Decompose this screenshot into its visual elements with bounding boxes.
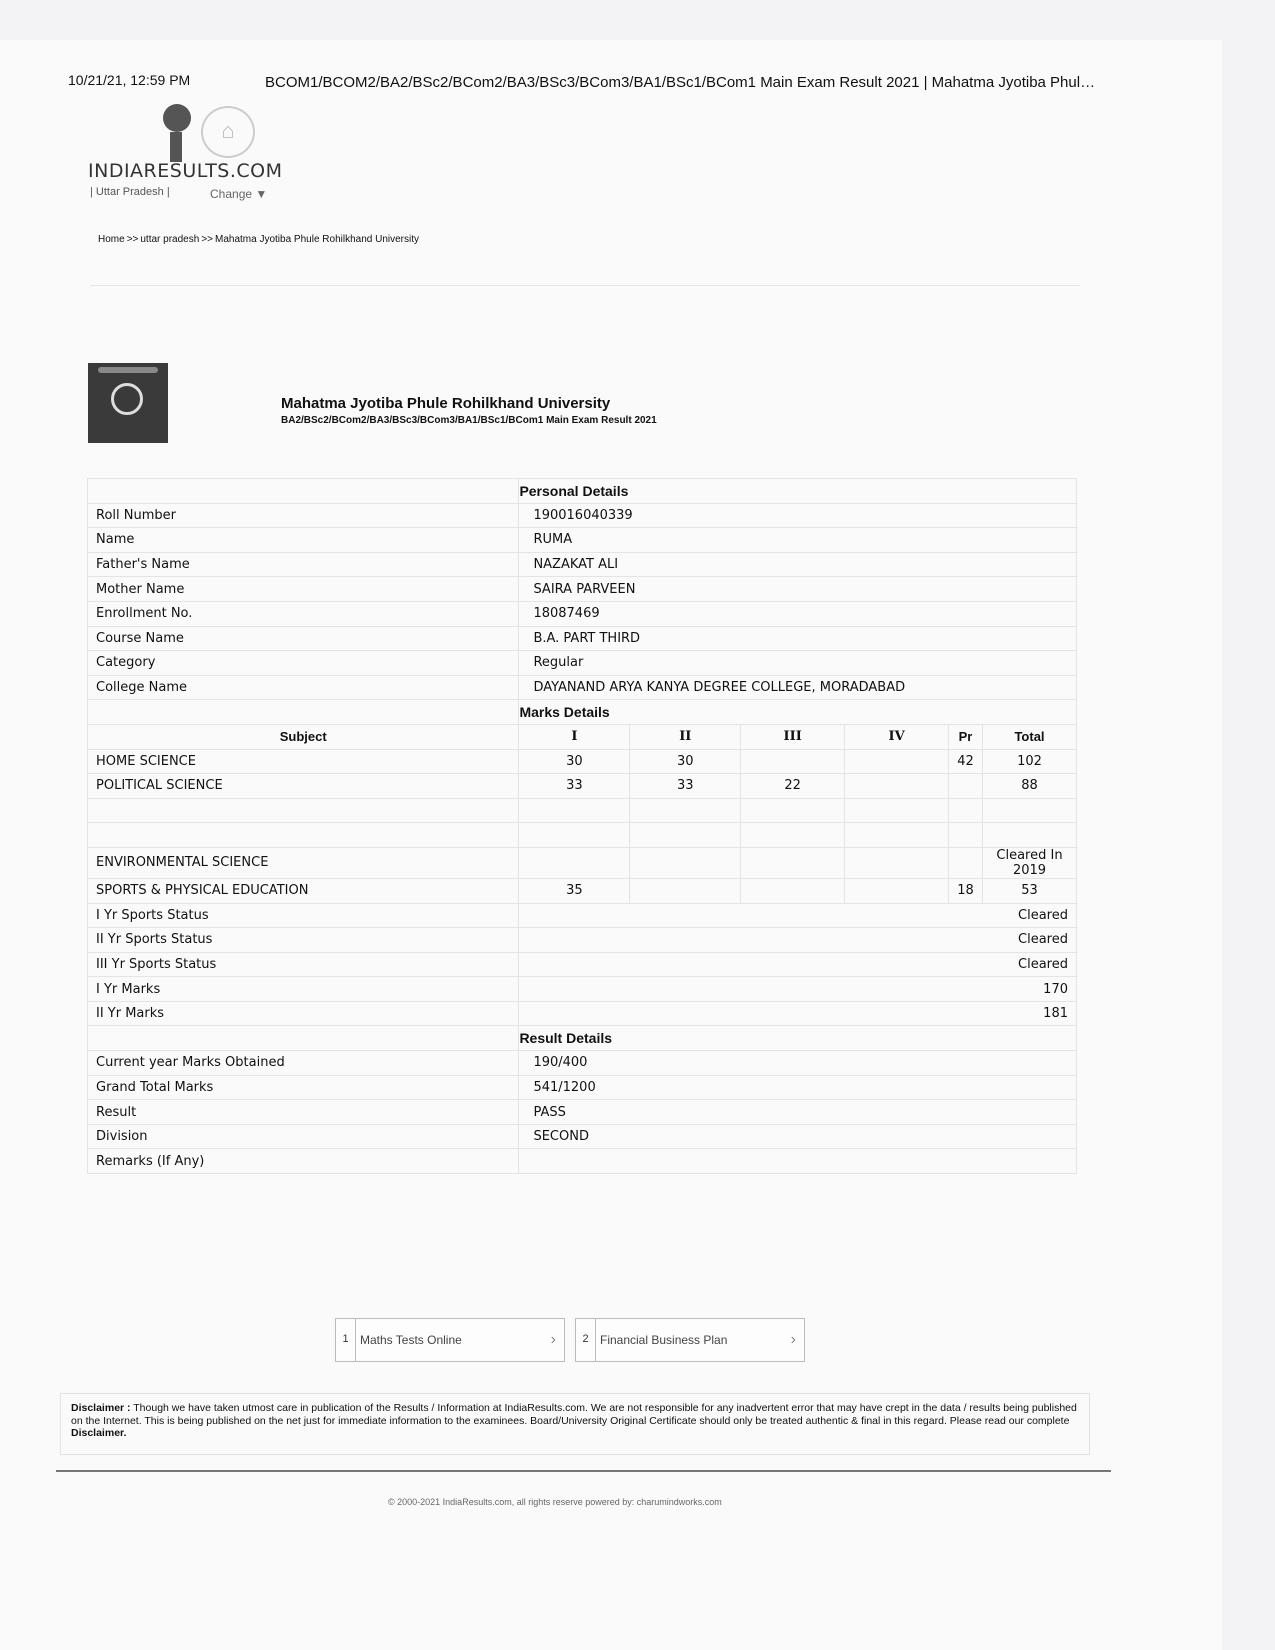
paper-1-marks (519, 798, 630, 823)
personal-row (88, 626, 1077, 651)
breadcrumb (98, 234, 421, 245)
paper-3-marks (741, 878, 845, 903)
field-label: Enrollment No. (88, 601, 519, 626)
result-value: 190/400 (519, 1051, 1077, 1076)
paper-3-marks (741, 749, 845, 774)
field-label: Name (88, 528, 519, 553)
field-label: Category (88, 651, 519, 676)
subject-name: POLITICAL SCIENCE (88, 774, 519, 799)
paper-4-marks (845, 798, 949, 823)
footer-divider (56, 1470, 1111, 1472)
col-subject: Subject (88, 724, 519, 749)
field-value: 18087469 (519, 601, 1077, 626)
logo-i-icon (163, 104, 191, 132)
paper-1-marks (519, 847, 630, 878)
marks-details-heading: Marks Details (519, 700, 1077, 725)
col-paper-4: IV (845, 724, 949, 749)
field-value: RUMA (519, 528, 1077, 553)
field-label: Father's Name (88, 552, 519, 577)
paper-3-marks (741, 798, 845, 823)
print-page-title: BCOM1/BCOM2/BA2/BSc2/BCom2/BA3/BSc3/BCom3/BA1/BSc1/BCom1 Main Exam Result 2021 | Mahatma Jyotiba Phul… (265, 74, 1096, 91)
field-value: Regular (519, 651, 1077, 676)
status-label: I Yr Marks (88, 977, 519, 1002)
state-map-icon: ⌂ (201, 106, 255, 158)
result-value (519, 1149, 1077, 1174)
university-name: Mahatma Jyotiba Phule Rohilkhand University (281, 395, 611, 412)
personal-row (88, 503, 1077, 528)
marks-row (88, 749, 1077, 774)
total-marks: 88 (983, 774, 1077, 799)
result-row (88, 1100, 1077, 1125)
logo-i-stem-icon (170, 132, 182, 162)
paper-2-marks: 30 (630, 749, 741, 774)
status-row (88, 903, 1077, 928)
subject-name: SPORTS & PHYSICAL EDUCATION (88, 878, 519, 903)
total-marks (983, 823, 1077, 848)
result-label: Grand Total Marks (88, 1075, 519, 1100)
col-paper-1: I (519, 724, 630, 749)
subject-name: ENVIRONMENTAL SCIENCE (88, 847, 519, 878)
status-label: III Yr Sports Status (88, 952, 519, 977)
university-logo (88, 363, 168, 443)
col-total: Total (983, 724, 1077, 749)
status-row (88, 977, 1077, 1002)
practical-marks (949, 798, 983, 823)
paper-2-marks (630, 847, 741, 878)
field-label: College Name (88, 675, 519, 700)
status-value: Cleared (519, 928, 1077, 953)
status-value: 181 (519, 1001, 1077, 1026)
practical-marks (949, 774, 983, 799)
paper-4-marks (845, 847, 949, 878)
field-label: Roll Number (88, 503, 519, 528)
col-paper-3: III (741, 724, 845, 749)
status-label: I Yr Sports Status (88, 903, 519, 928)
field-value: SAIRA PARVEEN (519, 577, 1077, 602)
personal-row (88, 528, 1077, 553)
field-label: Mother Name (88, 577, 519, 602)
disclaimer-text: Though we have taken utmost care in publication of the Results / Information at IndiaResults.com. We are not responsible for any inadvertent error that may have crept in the data / results being published on the Internet. This is being published on the net just for immediate information to the examinees. Board/University Original Certificate should only be treated authentic & final in this regard. Please read our complete (71, 1402, 1077, 1427)
marks-row (88, 847, 1077, 878)
result-value: 541/1200 (519, 1075, 1077, 1100)
field-value: NAZAKAT ALI (519, 552, 1077, 577)
field-value: DAYANAND ARYA KANYA DEGREE COLLEGE, MORADABAD (519, 675, 1077, 700)
disclaimer-prefix: Disclaimer : (71, 1402, 131, 1414)
site-brand: INDIARESULTS.COM (88, 160, 283, 182)
breadcrumb-home[interactable]: Home (98, 234, 125, 245)
paper-2-marks (630, 878, 741, 903)
paper-2-marks (630, 823, 741, 848)
practical-marks (949, 847, 983, 878)
disclaimer-link[interactable]: Disclaimer. (71, 1427, 127, 1439)
exam-title: BA2/BSc2/BCom2/BA3/BSc3/BCom3/BA1/BSc1/BCom1 Main Exam Result 2021 (281, 415, 657, 426)
link-label: Maths Tests Online (360, 1333, 462, 1347)
copyright: © 2000-2021 IndiaResults.com, all rights reserve powered by: charumindworks.com (388, 1497, 722, 1507)
link-number: 2 (576, 1319, 596, 1361)
result-row (88, 1051, 1077, 1076)
result-label: Result (88, 1100, 519, 1125)
result-row (88, 1075, 1077, 1100)
status-row (88, 1001, 1077, 1026)
state-label: | Uttar Pradesh | (90, 186, 170, 198)
total-marks: 102 (983, 749, 1077, 774)
paper-1-marks: 30 (519, 749, 630, 774)
result-row (88, 1149, 1077, 1174)
chevron-right-icon: › (550, 1331, 556, 1348)
status-value: Cleared (519, 952, 1077, 977)
breadcrumb-state[interactable]: uttar pradesh (140, 234, 200, 245)
paper-3-marks: 22 (741, 774, 845, 799)
col-paper-2: II (630, 724, 741, 749)
breadcrumb-sep: >> (126, 234, 139, 245)
paper-1-marks: 33 (519, 774, 630, 799)
practical-marks: 18 (949, 878, 983, 903)
paper-2-marks (630, 798, 741, 823)
result-value: SECOND (519, 1124, 1077, 1149)
col-practical: Pr (949, 724, 983, 749)
breadcrumb-university: Mahatma Jyotiba Phule Rohilkhand University (215, 234, 419, 245)
marks-row (88, 823, 1077, 848)
field-value: 190016040339 (519, 503, 1077, 528)
practical-marks (949, 823, 983, 848)
paper-1-marks (519, 823, 630, 848)
related-link-1[interactable] (335, 1318, 565, 1362)
personal-row (88, 577, 1077, 602)
status-label: II Yr Marks (88, 1001, 519, 1026)
marks-row (88, 774, 1077, 799)
marks-header-row (88, 724, 1077, 749)
result-table (87, 478, 1077, 1174)
breadcrumb-sep: >> (201, 234, 213, 245)
subject-name (88, 798, 519, 823)
disclaimer (60, 1393, 1090, 1455)
paper-4-marks (845, 823, 949, 848)
result-label: Division (88, 1124, 519, 1149)
marks-row (88, 878, 1077, 903)
result-label: Remarks (If Any) (88, 1149, 519, 1174)
personal-row (88, 601, 1077, 626)
personal-row (88, 651, 1077, 676)
status-value: Cleared (519, 903, 1077, 928)
paper-3-marks (741, 823, 845, 848)
paper-4-marks (845, 774, 949, 799)
practical-marks: 42 (949, 749, 983, 774)
result-row (88, 1124, 1077, 1149)
divider (90, 285, 1080, 286)
result-label: Current year Marks Obtained (88, 1051, 519, 1076)
total-marks: Cleared In 2019 (983, 847, 1077, 878)
related-link-2[interactable] (575, 1318, 805, 1362)
personal-row (88, 552, 1077, 577)
field-label: Course Name (88, 626, 519, 651)
result-value: PASS (519, 1100, 1077, 1125)
paper-4-marks (845, 878, 949, 903)
total-marks: 53 (983, 878, 1077, 903)
wheel-icon (111, 383, 143, 415)
subject-name: HOME SCIENCE (88, 749, 519, 774)
status-label: II Yr Sports Status (88, 928, 519, 953)
personal-row (88, 675, 1077, 700)
marks-row (88, 798, 1077, 823)
chevron-right-icon: › (790, 1331, 796, 1348)
site-logo[interactable] (88, 102, 283, 202)
status-row (88, 952, 1077, 977)
paper-3-marks (741, 847, 845, 878)
logo-text-strip (98, 367, 158, 373)
link-label: Financial Business Plan (600, 1333, 728, 1347)
status-value: 170 (519, 977, 1077, 1002)
subject-name (88, 823, 519, 848)
link-number: 1 (336, 1319, 356, 1361)
total-marks (983, 798, 1077, 823)
print-datetime: 10/21/21, 12:59 PM (68, 72, 191, 88)
personal-details-heading: Personal Details (519, 479, 1077, 504)
paper-1-marks: 35 (519, 878, 630, 903)
field-value: B.A. PART THIRD (519, 626, 1077, 651)
result-details-heading: Result Details (519, 1026, 1077, 1051)
status-row (88, 928, 1077, 953)
change-state-link[interactable]: Change ▼ (210, 187, 268, 201)
paper-2-marks: 33 (630, 774, 741, 799)
paper-4-marks (845, 749, 949, 774)
